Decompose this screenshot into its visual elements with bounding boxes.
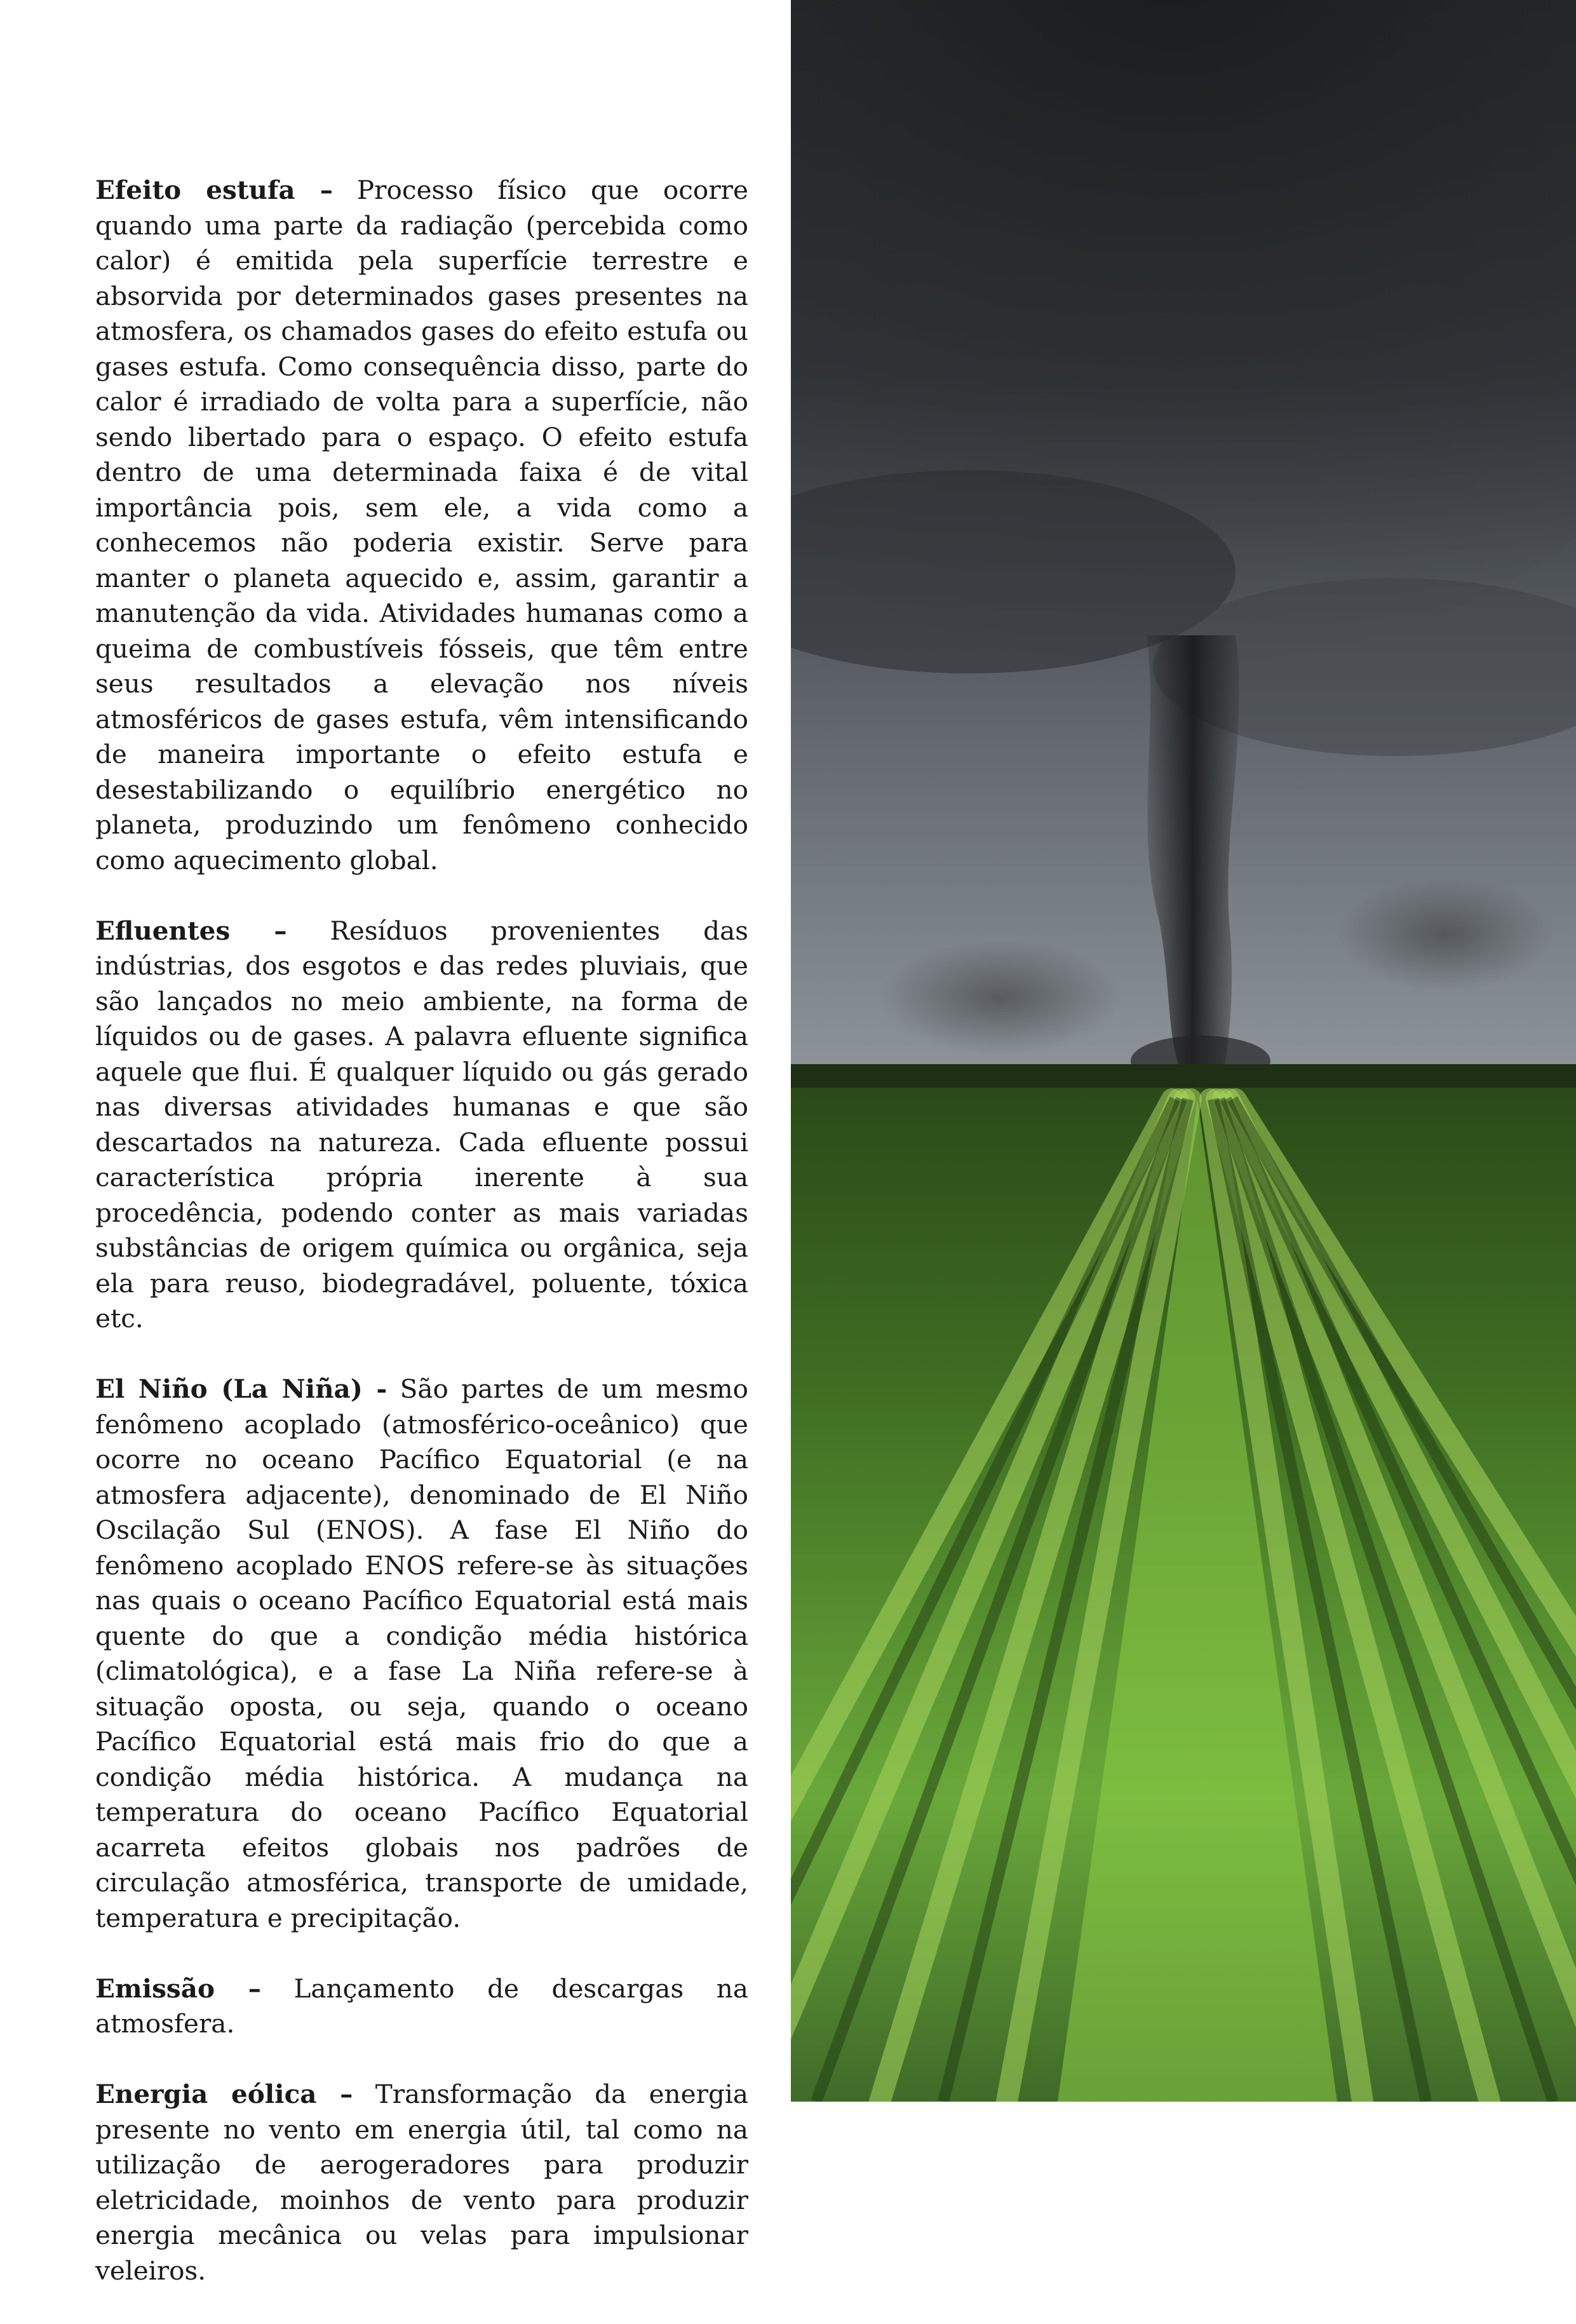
tornado-over-crop-field-photo-icon: [791, 0, 1576, 2102]
glossary-definition: Processo físico que ocorre quando uma parte da radiação (percebida como calor) é emitida pela superfície terrestre e absorvida por determinados gases presentes na atmosfera, os chamados gases do efeito estufa ou gases estufa. Como consequência disso, parte do calor é irradiado de volta para a superfície, não sendo libertado para o espaço. O efeito estufa dentro de uma determinada faixa é de vital importância pois, sem ele, a vida como a conhecemos não poderia existir. Serve para manter o planeta aquecido e, assim, garantir a manutenção da vida. Atividades humanas como a queima de combustíveis fósseis, que têm entre seus resultados a elevação nos níveis atmosféricos de gases estufa, vêm intensificando de maneira importante o efeito estufa e desestabilizando o equilíbrio energético no planeta, produzindo um fenômeno conhecido como aquecimento global.: [95, 175, 749, 875]
glossary-definition: São partes de um mesmo fenômeno acoplado (atmosférico-oceânico) que ocorre no oceano Pacífico Equatorial (e na atmosfera adjacente), denominado de El Niño Oscilação Sul (ENOS). A fase El Niño do fenômeno acoplado ENOS refere-se às situações nas quais o oceano Pacífico Equatorial está mais quente do que a condição média histórica (climatológica), e a fase La Niña refere-se à situação oposta, ou seja, quando o oceano Pacífico Equatorial está mais frio do que a condição média histórica. A mudança na temperatura do oceano Pacífico Equatorial acarreta efeitos globais nos padrões de circulação atmosférica, transporte de umidade, temperatura e precipitação.: [95, 1374, 749, 1933]
glossary-term: Energia eólica –: [95, 2079, 353, 2109]
glossary-term: Efluentes –: [95, 915, 287, 946]
glossary-term: El Niño (La Niña) -: [95, 1374, 387, 1404]
tornado-field-photo: [791, 0, 1576, 2102]
glossary-definition: Lançamento de descargas na atmosfera.: [95, 1973, 748, 2039]
glossary-entry-energia-eolica: [95, 2077, 748, 2288]
glossary-term: Emissão –: [95, 1973, 261, 2004]
glossary-term: Efeito estufa –: [95, 175, 333, 205]
glossary-definition: Resíduos provenientes das indústrias, dos esgotos e das redes pluviais, que são lançados no meio ambiente, na forma de líquidos ou de gases. A palavra efluente significa aquele que flui. É qualquer líquido ou gás gerado nas diversas atividades humanas e que são descartados na natureza. Cada efluente possui característica própria inerente à sua procedência, podendo conter as mais variadas substâncias de origem química ou orgânica, seja ela para reuso, biodegradável, poluente, tóxica etc.: [95, 915, 748, 1334]
glossary-entry-efeito-estufa: [95, 173, 748, 878]
glossary-text-column: [95, 173, 748, 2324]
glossary-entry-emissao: [95, 1971, 748, 2042]
glossary-entry-efluentes: [95, 914, 748, 1337]
glossary-entry-el-nino: [95, 1372, 748, 1936]
glossary-definition: Transformação da energia presente no vento em energia útil, tal como na utilização de aerogeradores para produzir eletricidade, moinhos de vento para produzir energia mecânica ou velas para impulsionar veleiros.: [95, 2079, 748, 2286]
